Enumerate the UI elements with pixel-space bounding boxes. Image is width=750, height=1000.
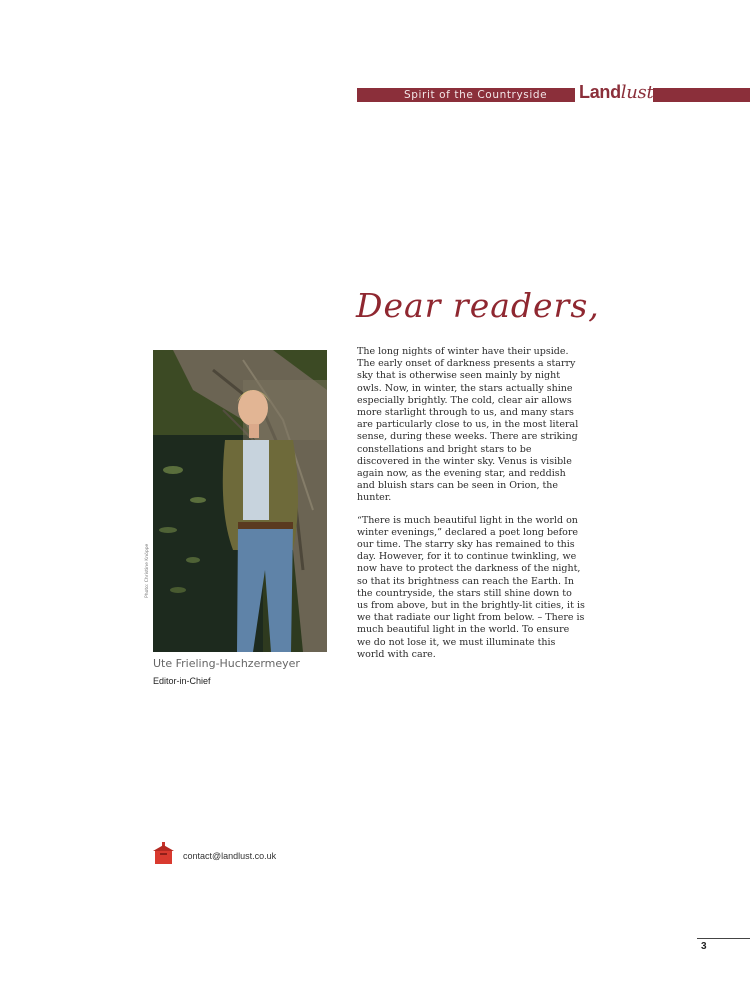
- page-number: 3: [701, 941, 707, 952]
- letter-body: [357, 346, 585, 671]
- page-number-rule: [697, 938, 750, 939]
- landlust-logo: [579, 82, 653, 103]
- greeting-heading: Dear readers,: [356, 286, 600, 325]
- editor-title: Editor-in-Chief: [153, 676, 211, 686]
- logo-land: Land: [579, 82, 621, 102]
- mailbox-icon: [153, 842, 174, 865]
- photo-credit: Photo: Christine Knöppe: [145, 543, 150, 598]
- header-tagline: Spirit of the Countryside: [404, 89, 548, 101]
- editor-photo: [153, 350, 327, 652]
- contact-email-link[interactable]: contact@landlust.co.uk: [183, 851, 277, 861]
- logo-lust: lust: [620, 82, 654, 103]
- editor-name: Ute Frieling-Huchzermeyer: [153, 657, 300, 670]
- letter-paragraph: The long nights of winter have their upside. The early onset of darkness presents a starry sky that is otherwise seen mainly by night owls. Now, in winter, the stars actually shine especially brightly. The cold, clear air allows more starlight through to us, and many stars are particularly close to us, in the most literal sense, during these weeks. There are striking constellations and bright stars to be discovered in the winter sky. Venus is visible again now, as the evening star, and reddish and bluish stars can be seen in Orion, the hunter.: [357, 346, 579, 504]
- letter-paragraph: “There is much beautiful light in the world on winter evenings,” declared a poet long before our time. The starry sky has remained to this day. However, for it to continue twinkling, we now have to protect the darkness of the night, so that its brightness can reach the Earth. In the countryside, the stars still shine down to us from above, but in the brightly-lit cities, it is we that radiate our light from below. – There is much beautiful light in the world. To ensure we do not lose it, we must illuminate this world with care.: [357, 514, 585, 660]
